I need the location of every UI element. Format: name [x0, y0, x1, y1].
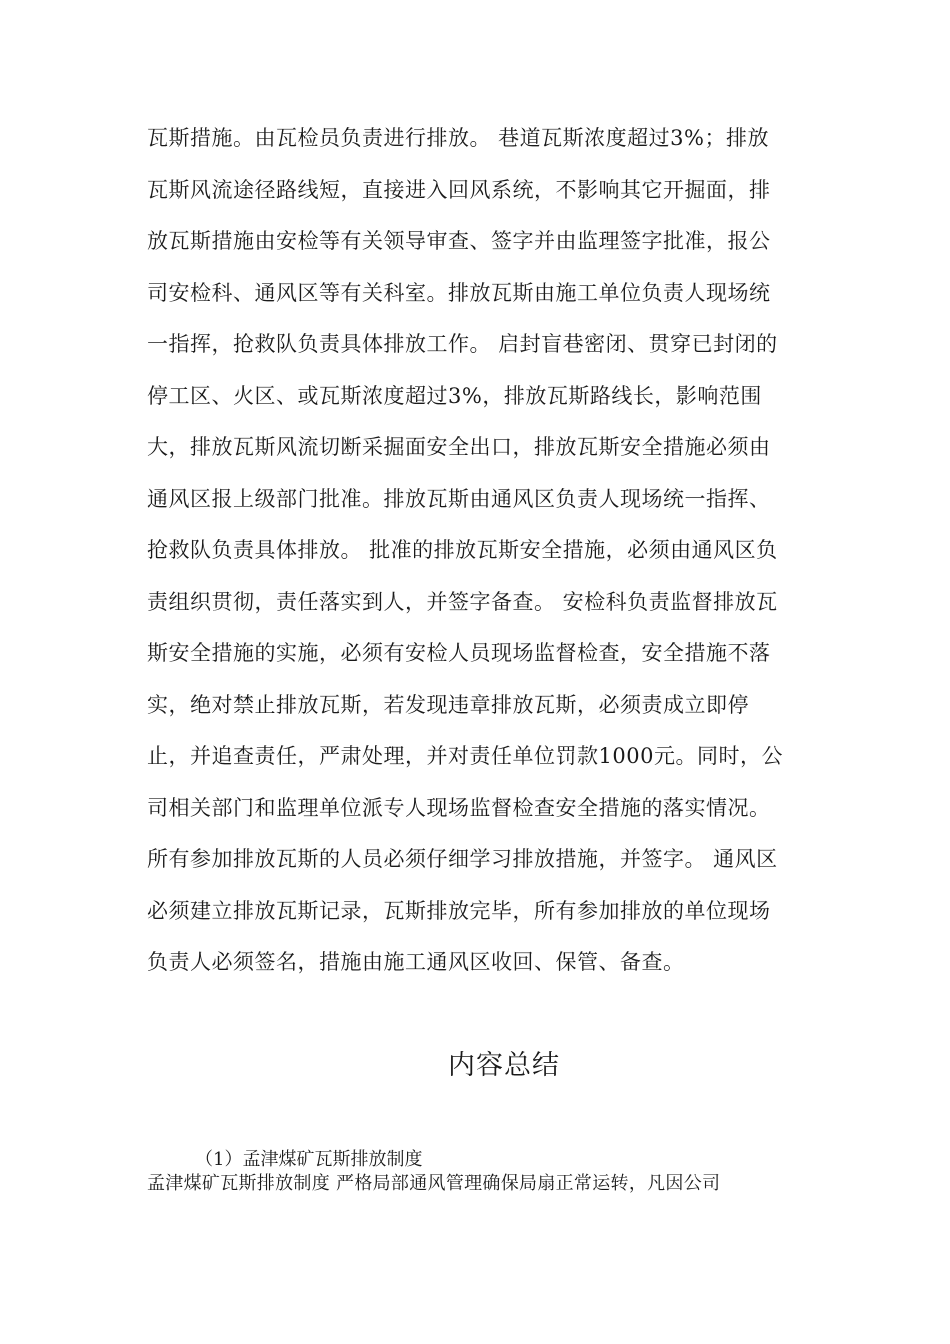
paragraph-line: 瓦斯风流途径路线短，直接进入回风系统，不影响其它开掘面，排	[147, 177, 771, 202]
paragraph-line: 司安检科、通风区等有关科室。排放瓦斯由施工单位负责人现场统	[147, 280, 771, 305]
paragraph-line: 放瓦斯措施由安检等有关领导审查、签字并由监理签字批准，报公	[147, 229, 771, 253]
paragraph-line: 必须建立排放瓦斯记录，瓦斯排放完毕，所有参加排放的单位现场	[147, 898, 771, 923]
summary-title: 内容总结	[448, 1050, 560, 1081]
paragraph-line: 一指挥，抢救队负责具体排放工作。 启封盲巷密闭、贯穿已封闭的	[147, 332, 778, 356]
paragraph-line: 负责人必须签名，措施由施工通风区收回、保管、备查。	[147, 950, 685, 974]
paragraph-line: 通风区报上级部门批准。排放瓦斯由通风区负责人现场统一指挥、	[147, 486, 771, 511]
paragraph-line: 斯安全措施的实施，必须有安检人员现场监督检查，安全措施不落	[147, 641, 771, 665]
paragraph-line: 所有参加排放瓦斯的人员必须仔细学习排放措施，并签字。 通风区	[147, 847, 778, 871]
paragraph-line: 抢救队负责具体排放。 批准的排放瓦斯安全措施，必须由通风区负	[147, 538, 778, 562]
summary-item-heading: （1）孟津煤矿瓦斯排放制度	[195, 1149, 423, 1170]
paragraph-line: 责组织贯彻，责任落实到人，并签字备查。 安检科负责监督排放瓦	[147, 589, 778, 614]
paragraph-line: 大，排放瓦斯风流切断采掘面安全出口，排放瓦斯安全措施必须由	[147, 435, 771, 459]
paragraph-line: 司相关部门和监理单位派专人现场监督检查安全措施的落实情况。	[147, 795, 771, 820]
body-paragraph	[147, 113, 807, 989]
paragraph-line: 停工区、火区、或瓦斯浓度超过3%，排放瓦斯路线长，影响范围	[147, 383, 762, 408]
summary-item-text: 孟津煤矿瓦斯排放制度 严格局部通风管理确保局扇正常运转，凡因公司	[147, 1173, 721, 1194]
paragraph-line: 实，绝对禁止排放瓦斯，若发现违章排放瓦斯，必须责成立即停	[147, 692, 749, 717]
paragraph-line: 瓦斯措施。由瓦检员负责进行排放。 巷道瓦斯浓度超过3%；排放	[147, 126, 769, 150]
paragraph-line: 止，并追查责任，严肃处理，并对责任单位罚款1000元。同时，公	[147, 744, 783, 768]
